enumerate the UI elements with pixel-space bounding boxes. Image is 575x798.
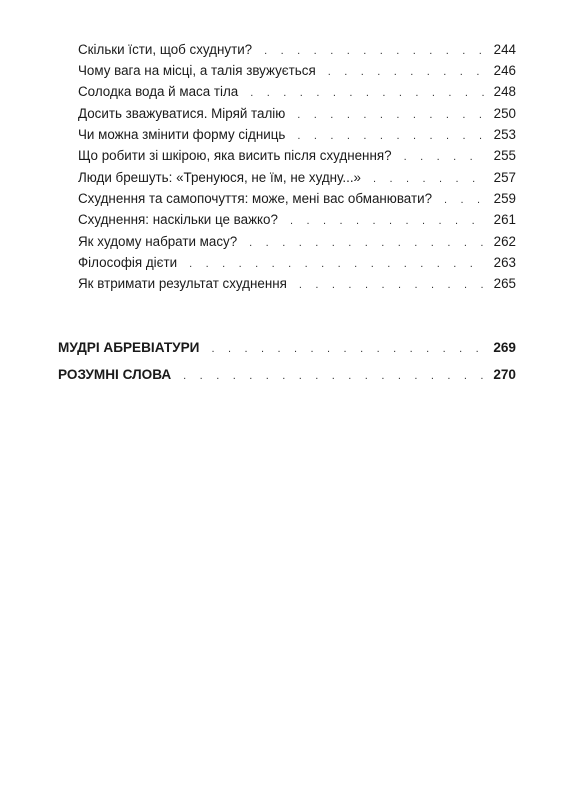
toc-entry-page: 250	[493, 106, 516, 121]
toc-section-title: МУДРІ АБРЕВІАТУРИ	[58, 340, 200, 355]
toc-entry[interactable]	[78, 255, 516, 275]
toc-entry-title: Що робити зі шкірою, яка висить після схуднення?	[78, 148, 392, 163]
toc-entry[interactable]	[78, 148, 516, 168]
toc-entry-title: Схуднення: наскільки це важко?	[78, 212, 278, 227]
toc-entry-title: Чи можна змінити форму сідниць	[78, 127, 286, 142]
toc-leader-dots	[264, 45, 486, 57]
toc-leader-dots	[297, 109, 486, 121]
toc-leader-dots	[250, 87, 486, 99]
toc-leader-dots	[297, 130, 486, 142]
toc-entry-page: 259	[493, 191, 516, 206]
toc-entry-page: 262	[493, 234, 516, 249]
toc-leader-dots	[328, 66, 486, 78]
toc-entry-title: Чому вага на місці, а талія звужується	[78, 63, 316, 78]
toc-entry-title: Люди брешуть: «Тренуюся, не їм, не худну...»	[78, 170, 361, 185]
toc-entry-page: 246	[493, 63, 516, 78]
toc-entry-title: Схуднення та самопочуття: може, мені вас обманювати?	[78, 191, 433, 206]
toc-leader-dots	[290, 215, 486, 227]
toc-entry[interactable]	[78, 106, 516, 126]
toc-entry-page: 244	[493, 42, 516, 57]
toc-entry[interactable]	[78, 234, 516, 254]
toc-entry-title: Філософія дієти	[78, 255, 178, 270]
toc-leader-dots	[404, 151, 486, 163]
toc-entry[interactable]	[78, 127, 516, 147]
toc-entry-title: Досить зважуватися. Міряй талію	[78, 106, 286, 121]
toc-section-entry[interactable]	[58, 340, 516, 360]
toc-entry[interactable]	[78, 42, 516, 62]
toc-entry[interactable]	[78, 276, 516, 296]
toc-entry[interactable]	[78, 170, 516, 190]
toc-entry[interactable]	[78, 191, 516, 211]
toc-entry-page: 261	[493, 212, 516, 227]
toc-entry-title: Як худому набрати масу?	[78, 234, 238, 249]
toc-section-page: 269	[493, 340, 516, 355]
toc-leader-dots	[373, 173, 486, 185]
toc-entry-page: 257	[493, 170, 516, 185]
toc-entry-page: 263	[493, 255, 516, 270]
toc-entry[interactable]	[78, 84, 516, 104]
toc-entry-title: Солодка вода й маса тіла	[78, 84, 239, 99]
toc-section-entry[interactable]	[58, 367, 516, 387]
toc-leader-dots	[211, 343, 486, 355]
toc-entry-page: 255	[493, 148, 516, 163]
toc-leader-dots	[249, 237, 486, 249]
toc-leader-dots	[299, 279, 486, 291]
toc-leader-dots	[444, 194, 486, 206]
toc-entry[interactable]	[78, 212, 516, 232]
toc-section-page: 270	[493, 367, 516, 382]
toc-entry-title: Як втримати результат схуднення	[78, 276, 287, 291]
toc-entry[interactable]	[78, 63, 516, 83]
toc-entry-page: 265	[493, 276, 516, 291]
toc-entry-page: 253	[493, 127, 516, 142]
toc-leader-dots	[189, 258, 486, 270]
toc-entry-page: 248	[493, 84, 516, 99]
toc-leader-dots	[183, 370, 486, 382]
toc-section-title: РОЗУМНІ СЛОВА	[58, 367, 172, 382]
toc-entry-title: Скільки їсти, щоб схуднути?	[78, 42, 253, 57]
